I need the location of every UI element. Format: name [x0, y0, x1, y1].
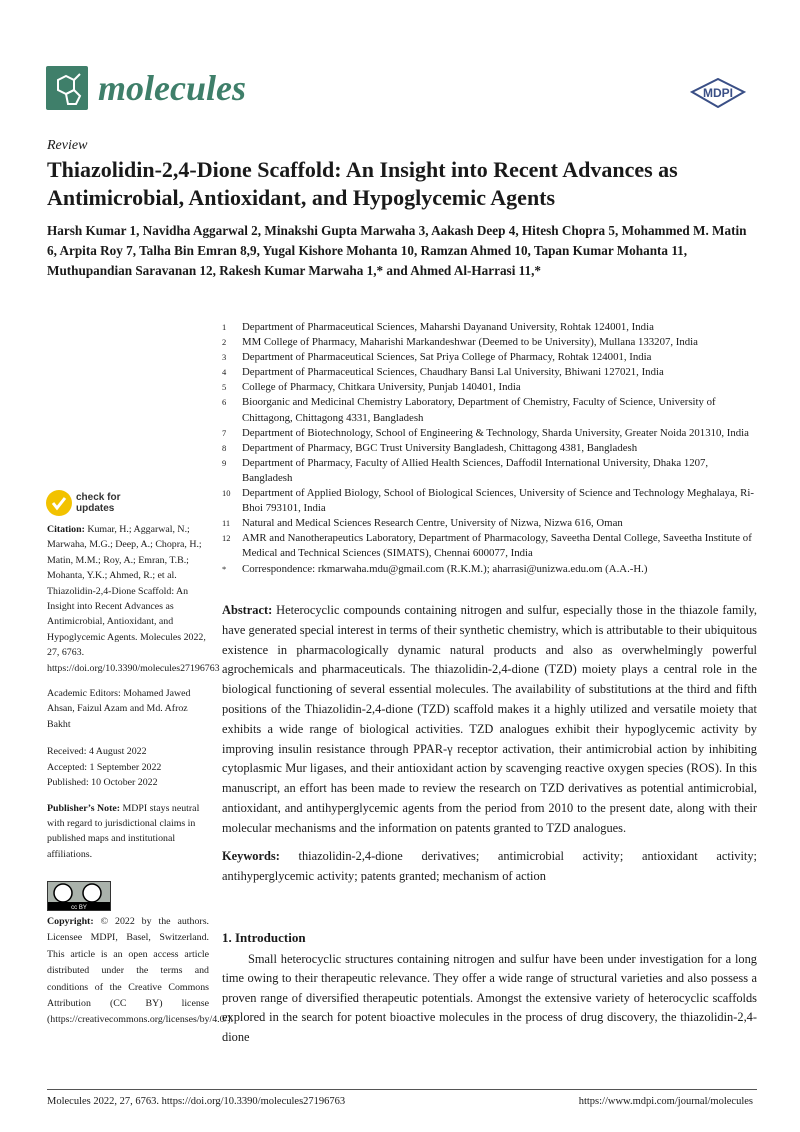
affiliation-text: Bioorganic and Medicinal Chemistry Laboratory, Department of Chemistry, Faculty of Science, University of Chittagong, Chittagong 4331, Bangladesh	[242, 396, 716, 424]
affiliation-number: 9	[222, 457, 227, 468]
affiliation-text: Department of Pharmaceutical Sciences, Chaudhary Bansi Lal University, Bhiwani 127021, India	[242, 366, 664, 379]
affiliation-text: Department of Pharmacy, BGC Trust University Bangladesh, Chittagong 4381, Bangladesh	[242, 441, 638, 454]
copyright-notice	[47, 914, 234, 1029]
citation-text: Kumar, H.; Aggarwal, N.; Marwaha, M.G.; Deep, A.; Chopra, H.; Matin, M.M.; Roy, A.; Emran, T.B.; Mohanta, Y.K.; Ahmed, R.; et al. Thiazolidin-2,4-Dione Scaffold: An Insight into Recent Advances as Antimicrobial, Antioxidant, and Hypoglycemic Agents. Molecules 2022, 27, 6763. https://doi.org/10.3390/molecules27196763	[47, 524, 220, 674]
affiliation-number: 1	[222, 322, 227, 332]
published-date: Published: 10 October 2022	[47, 777, 158, 789]
received-date: Received: 4 August 2022	[47, 746, 147, 758]
journal-logo-icon	[46, 66, 88, 110]
affiliation-item	[222, 531, 757, 561]
affiliation-number: 12	[222, 533, 231, 544]
footer-divider	[47, 1089, 757, 1090]
article-sidebar	[47, 522, 220, 862]
affiliation-number: 11	[222, 518, 231, 529]
affiliation-number: 5	[222, 382, 227, 393]
authors-text: Harsh Kumar 1, Navidha Aggarwal 2, Minakshi Gupta Marwaha 3, Aakash Deep 4, Hitesh Chopra 5, Mohammed M. Matin 6, Arpita Roy 7, Talha Bin Emran 8,9, Yugal Kishore Mohanta 10, Ramzan Ahmed 10, Tapan Kumar Mohanta 11, Muthupandian Saravanan 12, Rakesh Kumar Marwaha 1,* and Ahmed Al-Harrasi 11,*	[47, 223, 747, 278]
affiliation-text: College of Pharmacy, Chitkara University, Punjab 140401, India	[242, 381, 521, 394]
affiliation-text: Correspondence: rkmarwaha.mdu@gmail.com (R.K.M.); aharrasi@unizwa.edu.om (A.A.-H.)	[242, 562, 648, 575]
author-list	[47, 221, 759, 281]
affiliation-item	[222, 350, 757, 365]
cc-by-label: cc BY	[71, 905, 87, 910]
affiliation-item	[222, 335, 757, 350]
affiliation-item	[222, 441, 757, 456]
footer-citation: Molecules 2022, 27, 6763. https://doi.org/10.3390/molecules27196763	[47, 1096, 346, 1107]
abstract	[222, 601, 757, 839]
affiliation-number: 10	[222, 488, 231, 499]
article-type: Review	[47, 138, 88, 153]
affiliation-text: MM College of Pharmacy, Maharishi Markandeshwar (Deemed to be University), Mullana 133207, India	[242, 336, 698, 349]
check-icon	[46, 490, 72, 516]
citation-label: Citation:	[47, 524, 85, 535]
cc-by-license-icon[interactable]	[47, 881, 111, 911]
affiliation-item	[222, 562, 757, 577]
affiliation-item	[222, 456, 757, 486]
keywords	[222, 847, 757, 887]
affiliation-text: Department of Biotechnology, School of Engineering & Technology, Sharda University, Greater Noida 201310, India	[242, 426, 749, 439]
affiliation-text: Natural and Medical Sciences Research Centre, University of Nizwa, Nizwa 616, Oman	[242, 517, 623, 530]
affiliations	[222, 320, 757, 577]
check-for-updates-label: check for updates	[76, 492, 121, 514]
affiliation-item	[222, 426, 757, 441]
affiliation-item	[222, 486, 757, 516]
mdpi-logo-text: MDPI	[703, 86, 733, 100]
affiliation-text: Department of Pharmaceutical Sciences, Maharshi Dayanand University, Rohtak 124001, India	[242, 321, 654, 333]
affiliation-item	[222, 380, 757, 395]
keywords-label: Keywords:	[222, 849, 280, 863]
copyright-label: Copyright:	[47, 916, 94, 927]
article-title: Thiazolidin-2,4-Dione Scaffold: An Insight into Recent Advances as Antimicrobial, Antioxidant, and Hypoglycemic Agents	[47, 157, 678, 210]
affiliation-number: 4	[222, 367, 227, 378]
publisher-note-text: MDPI stays neutral with regard to jurisdictional claims in published maps and institutional affiliations.	[47, 802, 200, 860]
academic-editors: Academic Editors: Mohamed Jawed Ahsan, Faizul Azam and Md. Afroz Bakht	[47, 688, 191, 730]
affiliation-number: 3	[222, 352, 227, 363]
footer-journal-link[interactable]: https://www.mdpi.com/journal/molecules	[578, 1096, 753, 1107]
mdpi-logo-icon	[690, 78, 746, 108]
affiliation-item	[222, 320, 757, 335]
affiliation-item	[222, 365, 757, 380]
affiliation-number: *	[222, 563, 227, 574]
introduction-paragraph: Small heterocyclic structures containing nitrogen and sulfur have been under investigation for a long time owing to their therapeutic relevance. They offer a wide range of structural varieties and also possess a proven range of diversified therapeutic potentials. Amongst the extensive variety of heterocyclic scaffolds explored in the search for potent bioactive molecules in the process of drug discovery, the thiazolidin-2,4-dione	[222, 952, 757, 1044]
publisher-note-label: Publisher’s Note:	[47, 802, 121, 814]
citation	[47, 522, 220, 676]
abstract-text: Heterocyclic compounds containing nitrogen and sulfur, especially those in the thiazole family, have generated special interest in terms of their synthetic chemistry, which is attributable to their ubiquitous existence in pharmacologically dynamic natural products and also as overwhelmingly powerful agrochemicals and pharmaceuticals. The thiazolidin-2,4-dione (TZD) moiety plays a central role in the biological functioning of several essential molecules. The availability of substitutions at the third and fifth positions of the Thiazolidin-2,4-dione (TZD) scaffold makes it a highly utilized and versatile moiety that exhibits a wide range of biological activities. TZD analogues exhibit their hypoglycemic activity by improving insulin resistance through PPAR-γ receptor activation, their antimicrobial action by inhibiting cytoplasmic Mur ligases, and their antioxidant action by scavenging reactive oxygen species (ROS). In this manuscript, an effort has been made to review the research on TZD derivatives as potential antimicrobial, antioxidant, and antihyperglycemic agents from the period from 2010 to the present date, along with their molecular mechanisms and the information on patents granted to TZD analogues.	[222, 603, 757, 835]
journal-name: molecules	[98, 68, 246, 108]
affiliation-text: Department of Pharmacy, Faculty of Allied Health Sciences, Daffodil International University, Dhaka 1207, Bangladesh	[242, 456, 709, 484]
copyright-text: © 2022 by the authors. Licensee MDPI, Basel, Switzerland. This article is an open access article distributed under the terms and conditions of the Creative Commons Attribution (CC BY) license (https://creativecommons.org/licenses/by/4.0/).	[47, 916, 234, 1026]
affiliation-number: 8	[222, 442, 227, 453]
affiliation-number: 6	[222, 397, 227, 408]
affiliation-item	[222, 516, 757, 531]
affiliation-item	[222, 395, 757, 425]
affiliation-text: AMR and Nanotherapeutics Laboratory, Department of Pharmacology, Saveetha Dental College, Saveetha Institute of Medical and Technical Sciences (SIMATS), Chennai 600077, India	[242, 532, 752, 560]
affiliation-text: Department of Pharmaceutical Sciences, Sat Priya College of Pharmacy, Rohtak 124001, India	[242, 351, 652, 364]
affiliation-text: Department of Applied Biology, School of Biological Sciences, University of Science and Technology Meghalaya, Ri-Bhoi 793101, India	[242, 487, 754, 515]
keywords-text: thiazolidin-2,4-dione derivatives; antimicrobial activity; antioxidant activity; antihyperglycemic activity; patents granted; mechanism of action	[222, 849, 757, 883]
publisher-note	[47, 801, 209, 863]
affiliation-number: 2	[222, 337, 227, 348]
affiliation-number: 7	[222, 427, 227, 438]
section-heading-introduction: 1. Introduction	[222, 930, 306, 945]
check-for-updates-button[interactable]	[46, 490, 156, 518]
accepted-date: Accepted: 1 September 2022	[47, 761, 162, 773]
abstract-label: Abstract:	[222, 603, 273, 617]
